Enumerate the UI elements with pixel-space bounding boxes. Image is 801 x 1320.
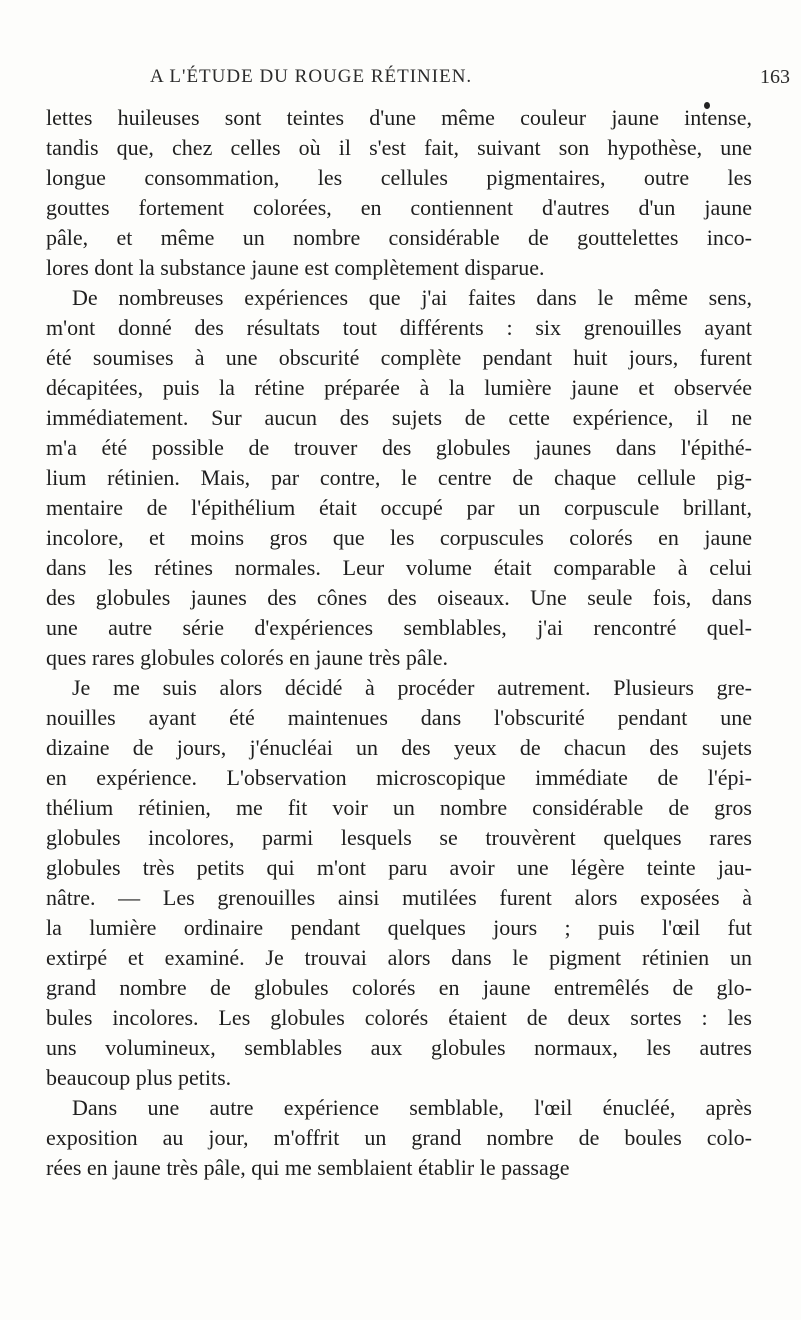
text-line: m'a été possible de trouver des globules jaunes dans l'épithé- [46,435,752,460]
text-line: thélium rétinien, me fit voir un nombre considérable de gros [46,795,752,820]
text-line: tandis que, chez celles où il s'est fait, suivant son hypothèse, une [46,135,752,160]
text-line: exposition au jour, m'offrit un grand nombre de boules colo- [46,1125,752,1150]
running-title: A L'ÉTUDE DU ROUGE RÉTINIEN. [150,66,473,87]
text-line: mentaire de l'épithélium était occupé par un corpuscule brillant, [46,495,752,520]
text-line: en expérience. L'observation microscopique immédiate de l'épi- [46,765,752,790]
text-line: dans les rétines normales. Leur volume était comparable à celui [46,555,752,580]
page-number: 163 [760,66,790,88]
text-line: gouttes fortement colorées, en contiennent d'autres d'un jaune [46,195,752,220]
text-line: la lumière ordinaire pendant quelques jours ; puis l'œil fut [46,915,752,940]
text-line: lettes huileuses sont teintes d'une même couleur jaune intense, [46,105,752,130]
running-head [150,66,790,94]
text-line: uns volumineux, semblables aux globules normaux, les autres [46,1035,752,1060]
text-line: Dans une autre expérience semblable, l'œil énucléé, après [72,1095,752,1120]
text-line: des globules jaunes des cônes des oiseaux. Une seule fois, dans [46,585,752,610]
text-line: lores dont la substance jaune est complètement disparue. [46,255,545,280]
text-line: grand nombre de globules colorés en jaune entremêlés de glo- [46,975,752,1000]
text-line: globules très petits qui m'ont paru avoir une légère teinte jau- [46,855,752,880]
text-line: décapitées, puis la rétine préparée à la lumière jaune et observée [46,375,752,400]
text-line: nouilles ayant été maintenues dans l'obscurité pendant une [46,705,752,730]
text-line: immédiatement. Sur aucun des sujets de cette expérience, il ne [46,405,752,430]
text-line: lium rétinien. Mais, par contre, le centre de chaque cellule pig- [46,465,752,490]
text-line: Je me suis alors décidé à procéder autrement. Plusieurs gre- [72,675,752,700]
text-line: bules incolores. Les globules colorés étaient de deux sortes : les [46,1005,752,1030]
text-line: été soumises à une obscurité complète pendant huit jours, furent [46,345,752,370]
text-line: incolore, et moins gros que les corpuscules colorés en jaune [46,525,752,550]
text-line: ques rares globules colorés en jaune très pâle. [46,645,448,670]
text-line: m'ont donné des résultats tout différents : six grenouilles ayant [46,315,752,340]
text-line: longue consommation, les cellules pigmentaires, outre les [46,165,752,190]
text-line: extirpé et examiné. Je trouvai alors dans le pigment rétinien un [46,945,752,970]
text-line: nâtre. — Les grenouilles ainsi mutilées furent alors exposées à [46,885,752,910]
text-line: beaucoup plus petits. [46,1065,232,1090]
text-line: pâle, et même un nombre considérable de gouttelettes inco- [46,225,752,250]
text-line: une autre série d'expériences semblables, j'ai rencontré quel- [46,615,752,640]
text-line: De nombreuses expériences que j'ai faites dans le même sens, [72,285,752,310]
text-line: rées en jaune très pâle, qui me semblaient établir le passage [46,1155,570,1180]
text-line: globules incolores, parmi lesquels se trouvèrent quelques rares [46,825,752,850]
text-line: dizaine de jours, j'énucléai un des yeux de chacun des sujets [46,735,752,760]
